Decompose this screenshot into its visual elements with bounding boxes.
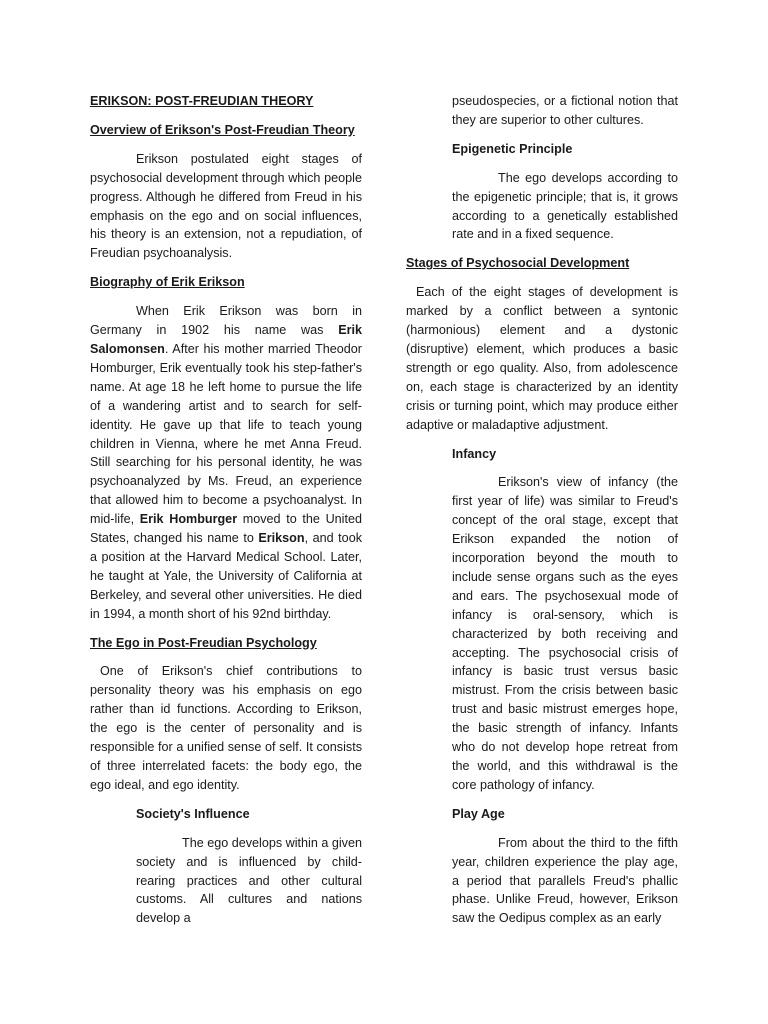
biography-text-3: moved to the United States, changed his name to xyxy=(90,512,362,546)
left-column xyxy=(90,92,362,938)
play-age-paragraph: From about the third to the fifth year, children experience the play age, a period that parallels Freud's phallic phase. Unlike Freud, however, Erikson saw the Oedipus complex as an early xyxy=(452,835,678,926)
play-age-heading: Play Age xyxy=(452,806,505,821)
stages-paragraph: Each of the eight stages of development is marked by a conflict between a syntonic (harmonious) element and a dystonic (disruptive) element, which produces a basic strength or ego quality. Also, from adolescence on, each stage is characterized by an identity crisis or turning point, which may produce either adaptive or maladaptive adjustment. xyxy=(406,285,678,432)
overview-paragraph: Erikson postulated eight stages of psychosocial development through which people progress. Although he differed from Freud in his emphasis on the ego and on social influences, his theory is an extension, not a repudiation, of Freudian psychoanalysis. xyxy=(90,151,362,261)
biography-text-2: . After his mother married Theodor Homburger, Erik eventually took his step-father's name. At age 18 he left home to pursue the life of a wandering artist and to search for self-identity. He gave up that life to teach young children in Vienna, where he met Anna Freud. Still searching for his personal identity, he was psychoanalyzed by Ms. Freud, an experience that allowed him to become a psychoanalyst. In mid-life, xyxy=(90,341,362,527)
society-continued-section xyxy=(452,92,678,244)
epigenetic-paragraph: The ego develops according to the epigenetic principle; that is, it grows according to a genetically established rate and in a fixed sequence. xyxy=(452,170,678,242)
ego-paragraph: One of Erikson's chief contributions to personality theory was his emphasis on ego rather than id functions. According to Erikson, the ego is the center of personality and is responsible for a unified sense of self. It consists of three interrelated facets: the body ego, the ego ideal, and ego identity. xyxy=(90,664,362,792)
biography-text-4: , and took a position at the Harvard Medical School. Later, he taught at Yale, the University of California at Berkeley, and several other universities. He died in 1994, a month short of his 92nd birthday. xyxy=(90,531,362,621)
biography-paragraph xyxy=(90,302,362,623)
overview-heading: Overview of Erikson's Post-Freudian Theory xyxy=(90,122,355,137)
right-column xyxy=(406,92,678,938)
society-continued-paragraph: pseudospecies, or a fictional notion that they are superior to other cultures. xyxy=(452,94,678,127)
ego-heading: The Ego in Post-Freudian Psychology xyxy=(90,635,317,650)
stages-heading: Stages of Psychosocial Development xyxy=(406,256,630,271)
biography-text-1: When Erik Erikson was born in Germany in 1902 his name was xyxy=(90,304,362,338)
document-title: ERIKSON: POST-FREUDIAN THEORY xyxy=(90,94,314,108)
society-section xyxy=(136,805,362,928)
epigenetic-heading: Epigenetic Principle xyxy=(452,141,573,156)
infancy-section xyxy=(452,445,678,929)
biography-name-homburger: Erik Homburger xyxy=(139,512,238,527)
biography-name-erikson: Erikson xyxy=(258,531,305,546)
infancy-paragraph: Erikson's view of infancy (the first year of life) was similar to Freud's concept of the oral stage, except that Erikson expanded the notion of incorporation beyond the mouth to include sense organs such as the eyes and ears. The psychosexual mode of infancy is oral-sensory, which is characterized by both receiving and accepting. The psychosocial crisis of infancy is basic trust versus basic mistrust. From the crisis between basic trust and basic mistrust emerges hope, the basic strength of infancy. Infants who do not develop hope retreat from the world, and this withdrawal is the core pathology of infancy. xyxy=(452,475,678,792)
biography-name-salomonsen: Erik Salomonsen xyxy=(90,323,362,356)
society-heading: Society's Influence xyxy=(136,806,250,821)
society-paragraph: The ego develops within a given society and is influenced by child-rearing practices and other cultural customs. All cultures and nations develop a xyxy=(136,835,362,926)
biography-heading: Biography of Erik Erikson xyxy=(90,275,245,290)
infancy-heading: Infancy xyxy=(452,446,497,461)
